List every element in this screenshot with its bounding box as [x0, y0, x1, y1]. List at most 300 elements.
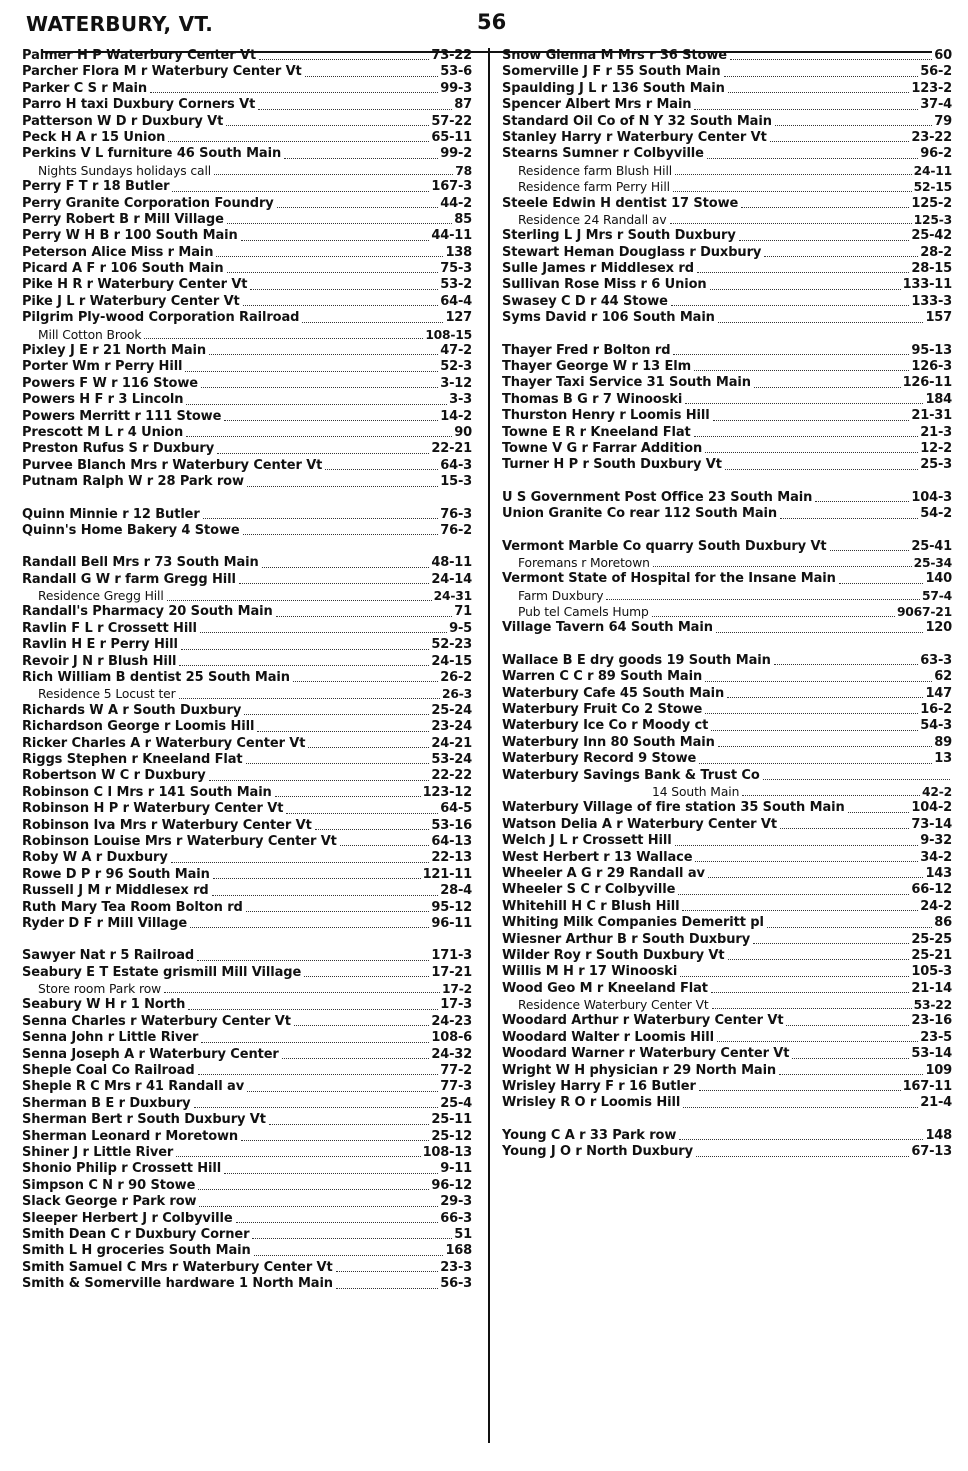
dot-leader: [167, 599, 432, 601]
listing-name: Ruth Mary Tea Room Bolton rd: [22, 899, 243, 915]
listing-entry: [22, 621, 472, 637]
listing-number: 56-3: [440, 1276, 472, 1292]
listing-number: 13: [934, 751, 952, 767]
listing-name: Wrisley R O r Loomis Hill: [502, 1095, 681, 1111]
dot-leader: [694, 435, 919, 437]
dot-leader: [241, 239, 430, 241]
listing-subentry: [22, 163, 472, 179]
listing-entry: [22, 654, 472, 670]
listing-number: 89: [934, 734, 952, 750]
listing-number: 25-41: [911, 538, 952, 554]
listing-number: 53-24: [431, 752, 472, 767]
dot-leader: [830, 549, 910, 551]
listing-number: 44-2: [440, 195, 472, 211]
listing-entry: [22, 1227, 472, 1243]
listing-entry: [502, 915, 952, 931]
dot-leader: [284, 157, 438, 159]
listing-entry: [22, 1276, 472, 1292]
listing-name: Smith Samuel C Mrs r Waterbury Center Vt: [22, 1259, 333, 1275]
listing-entry: [22, 1014, 472, 1030]
dot-leader: [730, 58, 932, 60]
dot-leader: [282, 1057, 430, 1059]
section-gap: [502, 637, 952, 653]
listing-entry: [22, 736, 472, 752]
listing-entry: [22, 523, 472, 539]
dot-leader: [199, 1205, 438, 1207]
listing-entry: [502, 768, 952, 784]
listing-entry: [22, 196, 472, 212]
listing-entry: [502, 669, 952, 685]
dot-leader: [707, 157, 918, 159]
listing-number: 64-4: [440, 293, 472, 309]
listing-number: 23-3: [440, 1259, 472, 1275]
listing-number: 25-21: [911, 947, 952, 963]
listing-entry: [22, 572, 472, 588]
dot-leader: [304, 975, 429, 977]
listing-number: 21-14: [911, 980, 952, 996]
dot-leader: [780, 827, 909, 829]
dot-leader: [198, 1188, 429, 1190]
dot-leader: [711, 729, 918, 731]
listing-entry: [22, 965, 472, 981]
listing-number: 67-13: [911, 1144, 952, 1160]
listing-name: Sulle James r Middlesex rd: [502, 261, 694, 277]
dot-leader: [200, 631, 447, 633]
listing-entry: [22, 801, 472, 817]
dot-leader: [670, 222, 912, 224]
listing-name: Stanley Harry r Waterbury Center Vt: [502, 129, 767, 145]
page-header: [22, 10, 950, 44]
listing-name: Vermont State of Hospital for the Insane Main: [502, 571, 836, 587]
listing-number: 24-31: [433, 589, 472, 604]
listing-name: Sawyer Nat r 5 Railroad: [22, 948, 195, 964]
listing-number: 79: [934, 113, 952, 129]
listing-number: 63-3: [920, 652, 952, 668]
listing-name: Robinson Iva Mrs r Waterbury Center Vt: [22, 817, 312, 833]
listing-number: 44-11: [431, 228, 472, 244]
listing-number: 109: [925, 1062, 952, 1078]
listing-name: Perry Robert B r Mill Village: [22, 211, 224, 227]
dot-leader: [815, 500, 909, 502]
listing-name: Waterbury Inn 80 South Main: [502, 734, 715, 750]
listing-number: 125-3: [913, 212, 952, 227]
listing-entry: [22, 997, 472, 1013]
dot-leader: [179, 664, 429, 666]
dot-leader: [201, 1041, 429, 1043]
listing-entry: [22, 64, 472, 80]
listing-entry: [502, 981, 952, 997]
listing-name: Residence Gregg Hill: [38, 589, 164, 604]
dot-leader: [197, 959, 429, 961]
dot-leader: [198, 1073, 439, 1075]
listing-number: 54-3: [920, 718, 952, 734]
dot-leader: [252, 1237, 452, 1239]
dot-leader: [164, 991, 440, 993]
listing-subentry: [502, 163, 952, 179]
dot-leader: [675, 844, 919, 846]
listing-number: 3-3: [449, 392, 472, 408]
listing-name: Preston Rufus S r Duxbury: [22, 441, 215, 457]
listing-entry: [502, 392, 952, 408]
dot-leader: [694, 108, 918, 110]
dot-leader: [168, 140, 429, 142]
dot-leader: [694, 369, 909, 371]
listing-entry: [22, 1194, 472, 1210]
listing-subentry: [502, 588, 952, 604]
dot-leader: [185, 370, 438, 372]
dot-leader: [227, 271, 439, 273]
listing-entry: [502, 310, 952, 326]
listing-name: Sullivan Rose Miss r 6 Union: [502, 277, 707, 293]
dot-leader: [679, 1138, 923, 1140]
listing-number: 133-11: [902, 277, 952, 293]
listing-entry: [502, 408, 952, 424]
listing-entry: [22, 883, 472, 899]
listing-entry: [22, 768, 472, 784]
listing-number: 25-24: [431, 702, 472, 718]
listing-entry: [502, 571, 952, 587]
listing-entry: [22, 97, 472, 113]
listing-name: Swasey C D r 44 Stowe: [502, 293, 668, 309]
listing-entry: [502, 1030, 952, 1046]
listing-entry: [502, 686, 952, 702]
listing-number: 60: [934, 48, 952, 63]
listing-entry: [502, 817, 952, 833]
listing-name: Smith & Somerville hardware 1 North Main: [22, 1276, 333, 1292]
listing-entry: [502, 1063, 952, 1079]
listing-number: 71: [454, 604, 472, 620]
dot-leader: [276, 615, 453, 617]
listing-name: Peck H A r 15 Union: [22, 129, 166, 145]
listing-number: 65-11: [431, 129, 472, 145]
listing-number: 22-22: [431, 768, 472, 784]
listing-number: 167-3: [431, 179, 472, 195]
dot-leader: [275, 795, 421, 797]
listing-name: Wilder Roy r South Duxbury Vt: [502, 947, 725, 963]
listing-name: Syms David r 106 South Main: [502, 310, 715, 326]
dot-leader: [257, 730, 429, 732]
dot-leader: [188, 1008, 438, 1010]
dot-leader: [212, 894, 439, 896]
dot-leader: [780, 517, 918, 519]
dot-leader: [696, 1155, 909, 1157]
listing-name: Thayer Fred r Bolton rd: [502, 342, 671, 358]
listing-number: 51: [454, 1226, 472, 1242]
listing-number: 66-12: [911, 882, 952, 898]
listing-entry: [22, 703, 472, 719]
listing-name: Riggs Stephen r Kneeland Flat: [22, 752, 243, 767]
listing-name: Ravlin F L r Crossett Hill: [22, 620, 197, 636]
listing-entry: [22, 458, 472, 474]
listing-entry: [22, 277, 472, 293]
listing-number: 138: [445, 244, 472, 260]
listing-entry: [502, 948, 952, 964]
dot-leader: [259, 58, 429, 60]
listing-entry: [22, 1161, 472, 1177]
listing-name: Shonio Philip r Crossett Hill: [22, 1161, 222, 1177]
section-gap: [22, 539, 472, 555]
listing-entry: [502, 833, 952, 849]
listing-entry: [22, 212, 472, 228]
dot-leader: [839, 582, 924, 584]
listing-name: Foremans r Moretown: [518, 555, 650, 570]
listing-name: Senna Joseph A r Waterbury Center: [22, 1046, 279, 1062]
listing-number: 53-14: [911, 1046, 952, 1062]
listing-number: 23-24: [431, 719, 472, 735]
listing-entry: [502, 294, 952, 310]
listing-name: Parro H taxi Duxbury Corners Vt: [22, 97, 256, 113]
listing-name: Woodard Walter r Loomis Hill: [502, 1029, 714, 1045]
listing-name: Pub tel Camels Hump: [518, 605, 649, 620]
listing-entry: [502, 245, 952, 261]
section-gap: [502, 474, 952, 490]
listing-entry: [22, 81, 472, 97]
dot-leader: [179, 697, 440, 699]
listing-entry: [502, 932, 952, 948]
dot-leader: [671, 304, 910, 306]
listing-number: 24-2: [920, 898, 952, 914]
listing-entry: [502, 702, 952, 718]
listing-name: Residence Waterbury Center Vt: [518, 998, 709, 1013]
section-gap: [22, 932, 472, 948]
listing-entry: [22, 48, 472, 64]
listing-entry: [22, 376, 472, 392]
dot-leader: [699, 1089, 901, 1091]
listing-name: Powers H F r 3 Lincoln: [22, 392, 184, 408]
listing-number: 99-3: [440, 80, 472, 96]
listing-name: Residence 5 Locust ter: [38, 687, 176, 702]
listing-number: 66-3: [440, 1210, 472, 1226]
listing-entry: [502, 359, 952, 375]
listing-entry: [22, 637, 472, 653]
listing-number: 73-14: [911, 816, 952, 832]
dot-leader: [717, 1040, 918, 1042]
listing-name: Towne V G r Farrar Addition: [502, 440, 703, 456]
listing-entry: [22, 1243, 472, 1259]
listing-name: Turner H P r South Duxbury Vt: [502, 457, 722, 473]
listing-entry: [502, 850, 952, 866]
dot-leader: [712, 1007, 912, 1009]
dot-leader: [697, 271, 910, 273]
listing-name: Simpson C N r 90 Stowe: [22, 1177, 196, 1193]
listing-name: Mill Cotton Brook: [38, 327, 142, 342]
listing-entry: [502, 146, 952, 162]
listing-number: 95-13: [911, 342, 952, 358]
dot-leader: [754, 386, 901, 388]
dot-leader: [705, 712, 918, 714]
listing-entry: [502, 425, 952, 441]
listing-number: 24-21: [431, 735, 472, 751]
dot-leader: [209, 779, 430, 781]
listing-entry: [22, 555, 472, 571]
listing-entry: [22, 900, 472, 916]
listing-entry: [502, 1095, 952, 1111]
dot-leader: [216, 255, 443, 257]
listing-name: Robinson C I Mrs r 141 South Main: [22, 784, 272, 800]
listing-name: Randall Bell Mrs r 73 South Main: [22, 555, 259, 571]
listing-number: 96-11: [431, 915, 472, 931]
listing-number: 140: [925, 571, 952, 587]
listing-number: 9-32: [920, 833, 952, 849]
listing-number: 24-15: [431, 653, 472, 669]
dot-leader: [775, 124, 932, 126]
listing-name: Sherman Bert r South Duxbury Vt: [22, 1112, 266, 1128]
listing-number: 76-3: [440, 506, 472, 522]
dot-leader: [243, 533, 439, 535]
dot-leader: [246, 762, 430, 764]
listing-name: Quinn Minnie r 12 Butler: [22, 506, 200, 522]
page-number: 56: [477, 10, 507, 34]
listing-subentry: [502, 784, 952, 800]
listing-name: Patterson W D r Duxbury Vt: [22, 113, 224, 129]
dot-leader: [186, 435, 452, 437]
listing-name: Robertson W C r Duxbury: [22, 768, 206, 784]
listing-number: 108-15: [425, 327, 472, 342]
listing-name: Somerville J F r 55 South Main: [502, 64, 721, 80]
listing-entry: [502, 539, 952, 555]
dot-leader: [213, 877, 421, 879]
right-column: [502, 48, 952, 1467]
listing-entry: [502, 964, 952, 980]
dot-leader: [848, 811, 910, 813]
listing-number: 34-2: [920, 849, 952, 865]
listing-entry: [22, 409, 472, 425]
listing-name: Prescott M L r 4 Union: [22, 424, 184, 440]
dot-leader: [190, 926, 429, 928]
listing-entry: [22, 1211, 472, 1227]
listing-number: 85: [454, 211, 472, 227]
listing-name: 14 South Main: [652, 785, 740, 799]
listing-name: Woodard Warner r Waterbury Center Vt: [502, 1046, 790, 1062]
listing-name: Pixley J E r 21 North Main: [22, 343, 207, 359]
listing-entry: [502, 735, 952, 751]
listing-name: Stewart Heman Douglass r Duxbury: [502, 244, 762, 260]
listing-name: Waterbury Savings Bank & Trust Co: [502, 767, 760, 783]
listing-name: Wright W H physician r 29 North Main: [502, 1062, 777, 1078]
dot-leader: [606, 598, 920, 600]
listing-number: 14-2: [440, 408, 472, 424]
listing-name: Slack George r Park row: [22, 1194, 197, 1210]
column-divider: [488, 48, 490, 1443]
left-column: [22, 48, 480, 1467]
dot-leader: [695, 860, 918, 862]
listing-number: 64-13: [431, 833, 472, 849]
listing-name: Waterbury Fruit Co 2 Stowe: [502, 702, 703, 718]
dot-leader: [247, 485, 438, 487]
listing-name: Standard Oil Co of N Y 32 South Main: [502, 113, 772, 129]
listing-name: Parcher Flora M r Waterbury Center Vt: [22, 64, 302, 80]
listing-number: 126-11: [902, 375, 952, 391]
listing-name: Whitehill H C r Blush Hill: [502, 898, 680, 914]
listing-number: 26-2: [440, 670, 472, 686]
listing-number: 23-22: [911, 129, 952, 145]
listing-entry: [22, 228, 472, 244]
dot-leader: [302, 321, 443, 323]
dot-leader: [186, 403, 447, 405]
dot-leader: [305, 75, 439, 77]
listing-name: Sheple R C Mrs r 41 Randall av: [22, 1079, 245, 1095]
listing-name: Revoir J N r Blush Hill: [22, 653, 177, 669]
listing-entry: [502, 441, 952, 457]
listing-name: Whiting Milk Companies Demeritt pl: [502, 915, 764, 931]
listing-name: Randall G W r farm Gregg Hill: [22, 571, 236, 587]
listing-entry: [22, 245, 472, 261]
listing-name: West Herbert r 13 Wallace: [502, 849, 693, 865]
listing-number: 77-3: [440, 1079, 472, 1095]
listing-name: Purvee Blanch Mrs r Waterbury Center Vt: [22, 457, 323, 473]
dot-leader: [779, 1073, 923, 1075]
dot-leader: [239, 582, 430, 584]
listing-name: Stearns Sumner r Colbyville: [502, 146, 704, 162]
listing-number: 73-22: [431, 48, 472, 63]
listing-entry: [502, 343, 952, 359]
listing-number: 25-11: [431, 1112, 472, 1128]
listing-entry: [502, 64, 952, 80]
dot-leader: [741, 206, 909, 208]
listing-number: 86: [934, 915, 952, 931]
dot-leader: [201, 386, 438, 388]
listing-entry: [22, 834, 472, 850]
listing-number: 17-3: [440, 997, 472, 1013]
listing-entry: [22, 916, 472, 932]
dot-leader: [705, 451, 918, 453]
listing-number: 25-34: [913, 555, 952, 570]
listing-name: Rowe D P r 96 South Main: [22, 866, 210, 882]
listing-name: Palmer H P Waterbury Center Vt: [22, 48, 257, 63]
listing-entry: [502, 375, 952, 391]
listing-number: 28-4: [440, 883, 472, 899]
dot-leader: [224, 1172, 438, 1174]
dot-leader: [652, 615, 895, 617]
dot-leader: [724, 75, 919, 77]
listing-number: 121-11: [422, 866, 472, 882]
listing-entry: [502, 506, 952, 522]
listing-number: 64-3: [440, 457, 472, 473]
dot-leader: [150, 91, 438, 93]
listing-entry: [22, 425, 472, 441]
listing-number: 24-14: [431, 571, 472, 587]
listing-number: 62: [934, 669, 952, 685]
dot-leader: [728, 91, 910, 93]
listing-number: 96-2: [920, 146, 952, 162]
listing-entry: [22, 818, 472, 834]
listing-number: 23-16: [911, 1013, 952, 1029]
dot-leader: [653, 565, 912, 567]
listing-number: 105-3: [911, 964, 952, 980]
dot-leader: [277, 206, 439, 208]
listing-entry: [502, 882, 952, 898]
dot-leader: [340, 844, 430, 846]
listing-name: Sherman Leonard r Moretown: [22, 1128, 239, 1144]
dot-leader: [774, 663, 919, 665]
dot-leader: [699, 762, 932, 764]
listing-name: Spencer Albert Mrs r Main: [502, 97, 692, 113]
listing-subentry: [502, 604, 952, 620]
dot-leader: [262, 566, 430, 568]
listing-name: Watson Delia A r Waterbury Center Vt: [502, 816, 777, 832]
listing-number: 37-4: [920, 97, 952, 113]
listing-name: Ryder D F r Mill Village: [22, 915, 188, 931]
listing-name: Russell J M r Middlesex rd: [22, 883, 209, 899]
listing-number: 108-6: [431, 1030, 472, 1046]
dot-leader: [246, 910, 430, 912]
listing-entry: [502, 1144, 952, 1160]
listing-entry: [22, 261, 472, 277]
listing-entry: [502, 1046, 952, 1062]
listing-name: Perry F T r 18 Butler: [22, 179, 170, 195]
listing-number: 75-3: [440, 261, 472, 277]
listing-number: 127: [445, 310, 472, 326]
